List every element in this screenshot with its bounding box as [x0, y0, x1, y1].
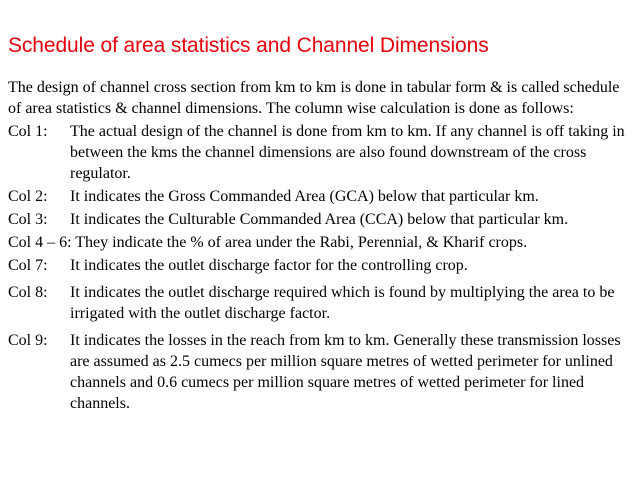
col-7-text: It indicates the outlet discharge factor for the controlling crop. [70, 257, 468, 274]
col-8-item [8, 282, 634, 324]
col-8-label: Col 8: [8, 284, 48, 301]
col-7-label: Col 7: [8, 257, 48, 274]
slide-title: Schedule of area statistics and Channel Dimensions [8, 34, 489, 57]
col-7-item [8, 255, 634, 276]
col-3-item [8, 209, 634, 230]
col-2-label: Col 2: [8, 188, 48, 205]
col-1-text: The actual design of the channel is done from km to km. If any channel is off taking in between the kms the channel dimensions are also found downstream of the cross regulator. [70, 123, 625, 182]
col-9-text: It indicates the losses in the reach from km to km. Generally these transmission losses are assumed as 2.5 cumecs per million square metres of wetted perimeter for unlined channels and 0.6 cumecs per million square metres of wetted perimeter for lined channels. [70, 332, 621, 412]
col-2-item [8, 186, 634, 207]
col-9-label: Col 9: [8, 332, 48, 349]
col-1-label: Col 1: [8, 123, 48, 140]
col-4-6-item: Col 4 – 6: They indicate the % of area under the Rabi, Perennial, & Kharif crops. [8, 234, 528, 251]
col-3-text: It indicates the Culturable Commanded Area (CCA) below that particular km. [70, 211, 569, 228]
col-8-text: It indicates the outlet discharge required which is found by multiplying the area to be irrigated with the outlet discharge factor. [70, 284, 615, 322]
intro-paragraph: The design of channel cross section from km to km is done in tabular form & is called schedule of area statistics & channel dimensions. The column wise calculation is done as follows: [8, 79, 620, 117]
col-2-text: It indicates the Gross Commanded Area (GCA) below that particular km. [70, 188, 539, 205]
slide-body [8, 77, 634, 414]
col-3-label: Col 3: [8, 211, 48, 228]
col-9-item [8, 330, 634, 414]
col-1-item [8, 121, 634, 184]
